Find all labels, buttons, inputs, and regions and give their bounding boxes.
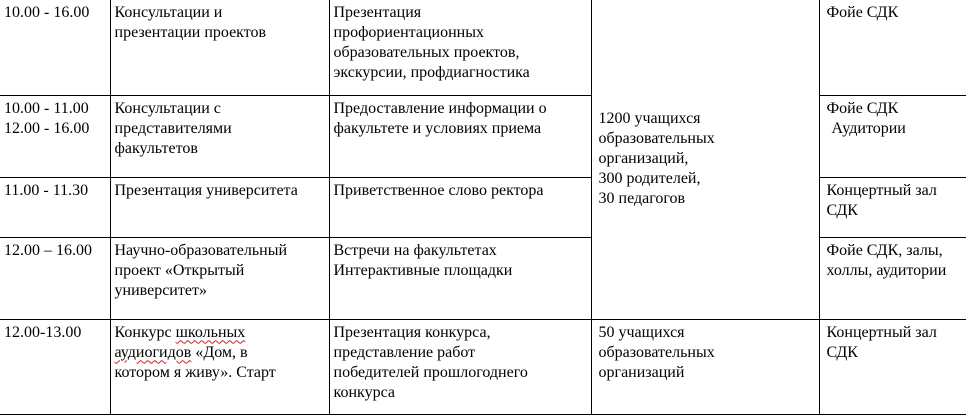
event-text: «Дом, в: [191, 343, 248, 361]
spellcheck-word: школьных: [175, 323, 246, 341]
content-cell: [329, 0, 591, 95]
time-text: 12.00 - 16.00: [4, 119, 90, 137]
event-cell: [110, 237, 329, 319]
content-text: Встречи на факультетах: [333, 241, 497, 259]
content-text: Предоставление информации о: [333, 99, 547, 117]
place-text: СДК: [826, 343, 858, 361]
place-text: Фойе СДК: [826, 4, 899, 21]
place-text: Фойе СДК, залы,: [826, 241, 943, 259]
content-text: представление работ: [333, 343, 476, 361]
content-cell: [329, 319, 591, 414]
content-text: Презентация: [333, 4, 422, 21]
content-text: Приветственное слово ректора: [333, 181, 544, 199]
event-text: Консультации и: [114, 4, 223, 21]
table-row: [0, 0, 966, 95]
time-cell: [0, 0, 110, 95]
content-text: профориентационных: [333, 24, 484, 41]
content-text: образовательных проектов,: [333, 44, 520, 61]
content-cell: [329, 177, 591, 237]
place-cell: [819, 237, 966, 319]
time-text: 10.00 - 11.00: [4, 99, 89, 117]
event-text-line: [115, 323, 325, 343]
event-text: котором я живу». Старт: [114, 363, 276, 381]
time-cell: [0, 237, 110, 319]
content-text: экскурсии, профдиагностика: [333, 64, 530, 81]
spellcheck-word: аудиогидов: [114, 343, 192, 361]
event-text-line: [115, 343, 325, 363]
content-text: Интерактивные площадки: [333, 261, 513, 279]
event-text: Презентация университета: [114, 181, 298, 199]
event-text: Конкурс: [114, 323, 176, 341]
table-row: [0, 319, 966, 414]
time-cell: [0, 177, 110, 237]
time-cell: [0, 319, 110, 414]
event-text: университет»: [114, 281, 207, 299]
table-row: [0, 95, 966, 177]
event-text: факультетов: [114, 139, 198, 157]
audience-text: 300 родителей,: [598, 170, 701, 188]
audience-cell: [591, 319, 819, 414]
event-text: проект «Открытый: [114, 261, 245, 279]
audience-text: 1200 учащихся: [598, 110, 701, 128]
content-text: факультете и условиях приема: [333, 119, 542, 137]
place-text: Концертный зал: [826, 181, 937, 199]
table-row: [0, 237, 966, 319]
event-cell: [110, 319, 329, 414]
event-cell: [110, 95, 329, 177]
audience-cell-merged: [591, 0, 819, 319]
place-cell: [819, 319, 966, 414]
audience-text: 30 педагогов: [598, 190, 686, 208]
event-cell: [110, 0, 329, 95]
place-text: Аудитории: [831, 119, 906, 137]
audience-text: организаций: [598, 363, 685, 381]
time-text: 10.00 - 16.00: [4, 4, 90, 21]
place-cell: [819, 95, 966, 177]
audience-text: 50 учащихся: [598, 323, 685, 341]
event-text: Консультации с: [114, 99, 221, 117]
place-cell: [819, 0, 966, 95]
event-text: презентации проектов: [114, 24, 267, 41]
time-text: 12.00-13.00: [4, 323, 82, 341]
time-text: 12.00 – 16.00: [4, 241, 92, 259]
audience-text: организаций,: [598, 150, 689, 168]
place-text: Концертный зал: [826, 323, 937, 341]
content-text: Презентация конкурса,: [333, 323, 491, 341]
place-text: холлы, аудитории: [826, 261, 947, 279]
event-cell: [110, 177, 329, 237]
table-row: [0, 177, 966, 237]
time-cell: [0, 95, 110, 177]
audience-text: образовательных: [598, 130, 715, 148]
place-cell: [819, 177, 966, 237]
content-text: победителей прошлогоднего: [333, 363, 528, 381]
content-cell: [329, 237, 591, 319]
content-cell: [329, 95, 591, 177]
event-text: Научно-образовательный: [114, 241, 288, 259]
time-text: 11.00 - 11.30: [4, 181, 89, 199]
audience-text: образовательных: [598, 343, 715, 361]
content-text: конкурса: [333, 383, 395, 401]
place-text: СДК: [826, 201, 858, 219]
place-text: Фойе СДК: [826, 99, 899, 117]
event-text: представителями: [114, 119, 232, 137]
